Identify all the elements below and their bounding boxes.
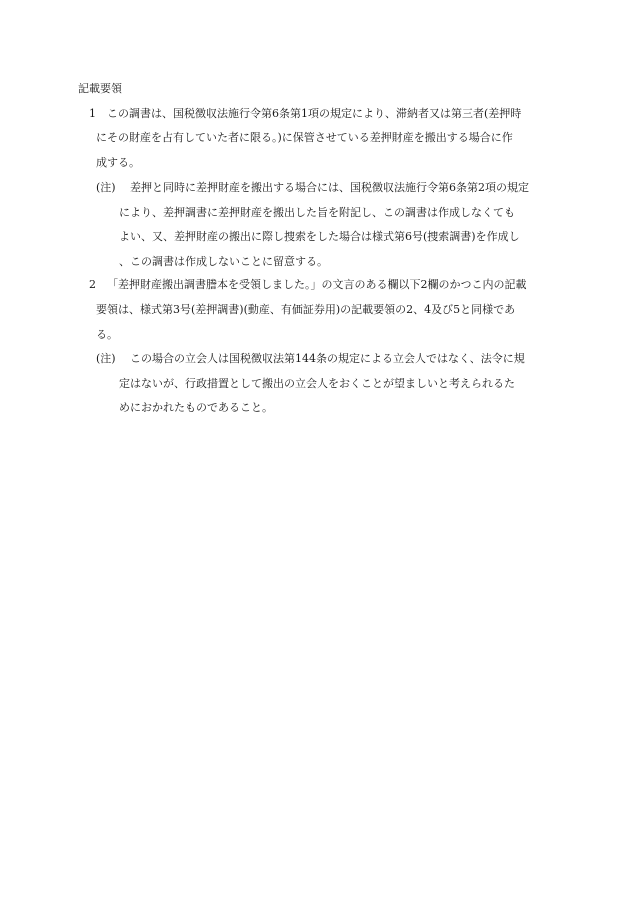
document-title: 記載要領 [78,82,122,95]
note-text-line: 、この調書は作成しないことに留意する。 [119,255,328,268]
note-label: (注) [96,181,116,194]
item-text-line: 要領は、様式第3号(差押調書)(動産、有価証券用)の記載要領の2、4及び5と同様であ [96,303,516,316]
item-number: 1 [89,107,96,120]
item-text-line: にその財産を占有していた者に限る。)に保管させている差押財産を搬出する場合に作 [96,131,513,144]
item-text-line: 「差押財産搬出調書謄本を受領しました。」の文言のある欄以下2欄のかつこ内の記載 [107,278,527,291]
note-text-line: 定はないが、行政措置として搬出の立会人をおくことが望ましいと考えられるた [119,377,515,390]
note-text-line: 差押と同時に差押財産を搬出する場合には、国税徴収法施行令第6条第2項の規定 [130,181,529,194]
note-text-line: よい、又、差押財産の搬出に際し捜索をした場合は様式第6号(捜索調書)を作成し [119,230,520,243]
item-number: 2 [89,278,96,291]
item-text-line: る。 [96,328,118,341]
note-text-line: この場合の立会人は国税徴収法第144条の規定による立会人ではなく、法令に規 [130,352,525,365]
item-text-line: 成する。 [96,156,140,169]
note-label: (注) [96,352,116,365]
note-text-line: めにおかれたものであること。 [119,401,273,414]
note-text-line: により、差押調書に差押財産を搬出した旨を附記し、この調書は作成しなくても [119,206,515,219]
item-text-line: この調書は、国税徴収法施行令第6条第1項の規定により、滞納者又は第三者(差押時 [107,107,522,120]
